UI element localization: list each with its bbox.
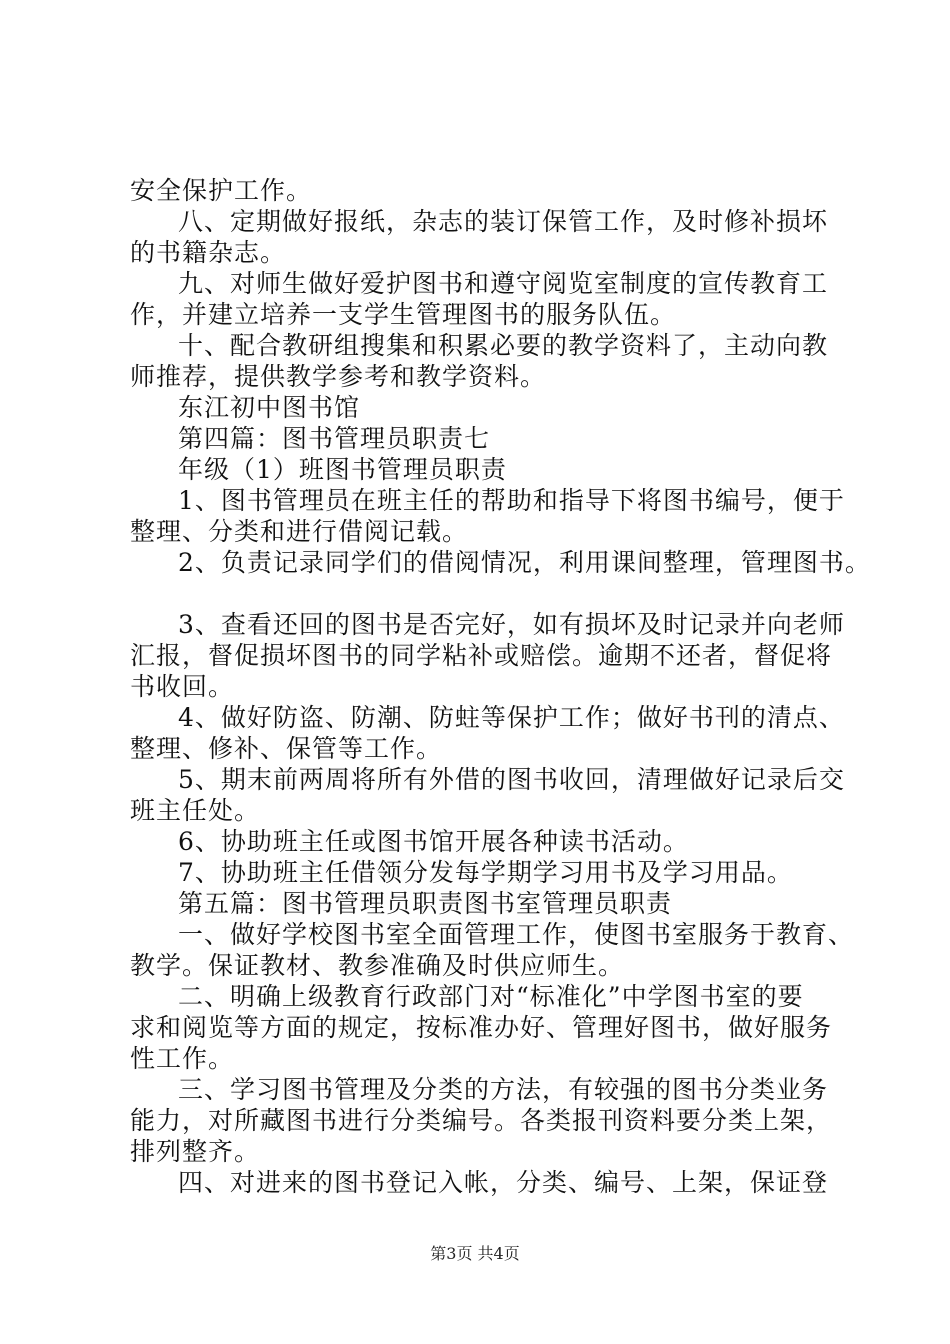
text-line-29: 三、学习图书管理及分类的方法，有较强的图书分类业务: [178, 1075, 829, 1104]
text-line-23: 第五篇：图书管理员职责图书室管理员职责: [178, 889, 673, 918]
text-line-30: 能力，对所藏图书进行分类编号。各类报刊资料要分类上架，: [130, 1106, 833, 1135]
text-line-8: 东江初中图书馆: [178, 393, 361, 422]
text-line-27: 求和阅览等方面的规定，按标准办好、管理好图书，做好服务: [130, 1013, 833, 1042]
text-line-4: 九、对师生做好爱护图书和遵守阅览室制度的宣传教育工: [178, 269, 829, 298]
text-line-3: 的书籍杂志。: [130, 238, 287, 267]
text-line-2: 八、定期做好报纸，杂志的装订保管工作，及时修补损坏: [178, 207, 829, 236]
text-line-31: 排列整齐。: [130, 1137, 261, 1166]
text-line-11: 1、图书管理员在班主任的帮助和指导下将图书编号，便于: [178, 486, 845, 515]
text-line-26: 二、明确上级教育行政部门对“标准化”中学图书室的要: [178, 982, 804, 1011]
text-line-18: 整理、修补、保管等工作。: [130, 734, 443, 763]
text-line-16: 书收回。: [130, 672, 235, 701]
text-line-10: 年级（1）班图书管理员职责: [178, 455, 507, 484]
text-line-14: 3、查看还回的图书是否完好，如有损坏及时记录并向老师: [178, 610, 845, 639]
text-line-15: 汇报，督促损坏图书的同学粘补或赔偿。逾期不还者，督促将: [130, 641, 833, 670]
text-line-32: 四、对进来的图书登记入帐，分类、编号、上架，保证登: [178, 1168, 829, 1197]
text-line-7: 师推荐，提供教学参考和教学资料。: [130, 362, 547, 391]
page-number-footer: 第3页 共4页: [430, 1244, 520, 1263]
text-line-24: 一、做好学校图书室全面管理工作，使图书室服务于教育、: [178, 920, 855, 949]
text-line-13: 2、负责记录同学们的借阅情况，利用课间整理，管理图书。: [178, 548, 871, 577]
text-line-1: 安全保护工作。: [130, 176, 313, 205]
text-line-25: 教学。保证教材、教参准确及时供应师生。: [130, 951, 625, 980]
text-line-21: 6、协助班主任或图书馆开展各种读书活动。: [178, 827, 689, 856]
text-line-20: 班主任处。: [130, 796, 261, 825]
text-line-9: 第四篇：图书管理员职责七: [178, 424, 491, 453]
text-line-12: 整理、分类和进行借阅记载。: [130, 517, 469, 546]
text-line-28: 性工作。: [130, 1044, 235, 1073]
text-line-5: 作，并建立培养一支学生管理图书的服务队伍。: [130, 300, 677, 329]
text-line-22: 7、协助班主任借领分发每学期学习用书及学习用品。: [178, 858, 793, 887]
text-line-6: 十、配合教研组搜集和积累必要的教学资料了，主动向教: [178, 331, 829, 360]
text-line-19: 5、期末前两周将所有外借的图书收回，清理做好记录后交: [178, 765, 845, 794]
text-line-17: 4、做好防盗、防潮、防蛀等保护工作；做好书刊的清点、: [178, 703, 845, 732]
